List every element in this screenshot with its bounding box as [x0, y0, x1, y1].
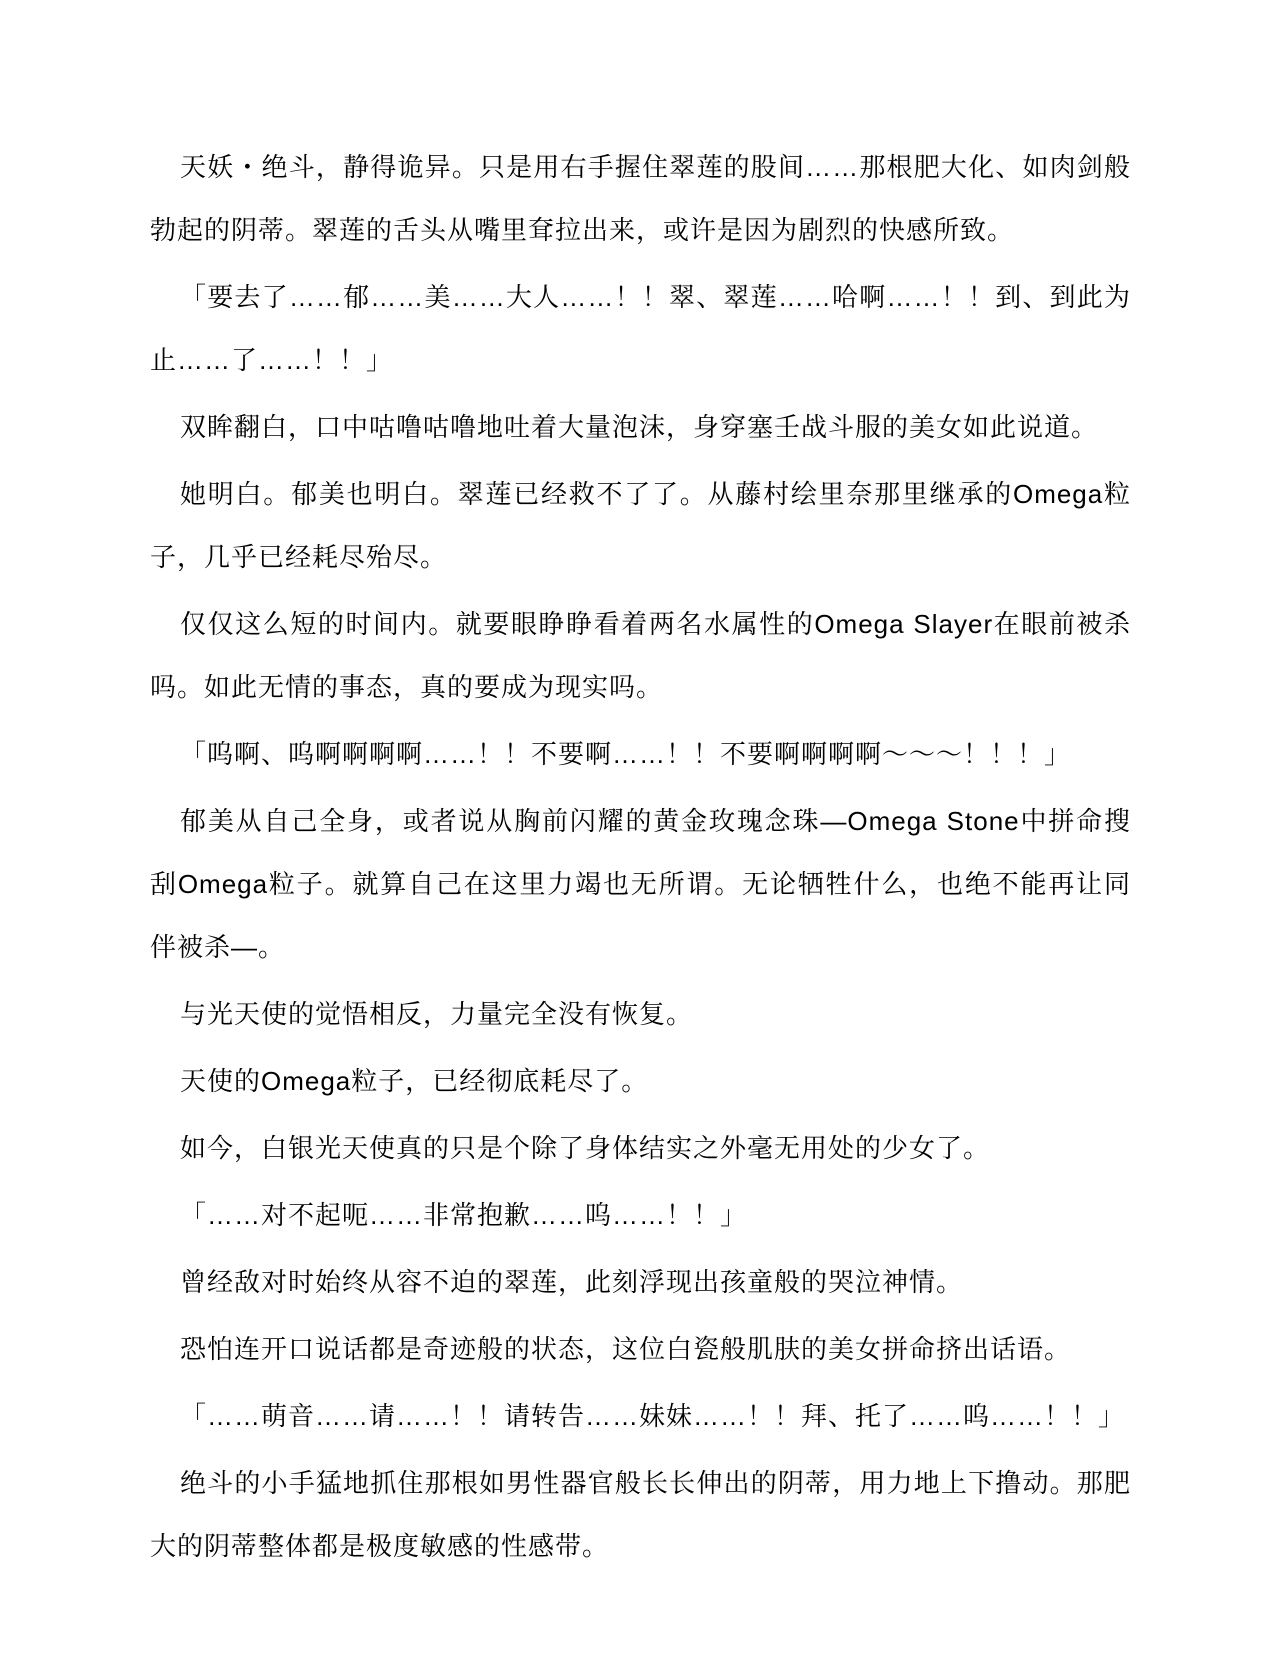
text-content	[150, 136, 1131, 1582]
paragraph: 「……萌音……请……！！请转告……妹妹……！！拜、托了……呜……！！」	[180, 1401, 1126, 1431]
paragraph: 天使的Omega粒子，已经彻底耗尽了。	[180, 1066, 649, 1096]
paragraph: 与光天使的觉悟相反，力量完全没有恢复。	[180, 999, 694, 1029]
paragraph: 仅仅这么短的时间内。就要眼睁睁看着两名水属性的Omega Slayer在眼前被杀吗。如此无情的事态，真的要成为现实吗。	[150, 609, 1131, 702]
paragraph: 绝斗的小手猛地抓住那根如男性器官般长长伸出的阴蒂，用力地上下撸动。那肥大的阴蒂整体都是极度敏感的性感带。	[150, 1468, 1131, 1561]
paragraph: 「呜啊、呜啊啊啊啊……！！不要啊……！！不要啊啊啊啊～～～！！！」	[180, 739, 1072, 769]
paragraph: 郁美从自己全身，或者说从胸前闪耀的黄金玫瑰念珠—Omega Stone中拼命搜刮Omega粒子。就算自己在这里力竭也无所谓。无论牺牲什么，也绝不能再让同伴被杀—。	[150, 806, 1131, 962]
paragraph: 如今，白银光天使真的只是个除了身体结实之外毫无用处的少女了。	[180, 1133, 991, 1163]
paragraph: 她明白。郁美也明白。翠莲已经救不了了。从藤村绘里奈那里继承的Omega粒子，几乎已经耗尽殆尽。	[150, 479, 1131, 572]
paragraph: 天妖・绝斗，静得诡异。只是用右手握住翠莲的股间……那根肥大化、如肉剑般勃起的阴蒂。翠莲的舌头从嘴里耷拉出来，或许是因为剧烈的快感所致。	[150, 152, 1131, 245]
paragraph: 「……对不起呃……非常抱歉……呜……！！」	[180, 1200, 748, 1230]
paragraph: 「要去了……郁……美……大人……！！翠、翠莲……哈啊……！！到、到此为止……了……！！」	[150, 282, 1131, 375]
paragraph: 曾经敌对时始终从容不迫的翠莲，此刻浮现出孩童般的哭泣神情。	[180, 1267, 964, 1297]
paragraph: 双眸翻白，口中咕噜咕噜地吐着大量泡沫，身穿塞壬战斗服的美女如此说道。	[180, 412, 1099, 442]
paragraph: 恐怕连开口说话都是奇迹般的状态，这位白瓷般肌肤的美女拼命挤出话语。	[180, 1334, 1072, 1364]
